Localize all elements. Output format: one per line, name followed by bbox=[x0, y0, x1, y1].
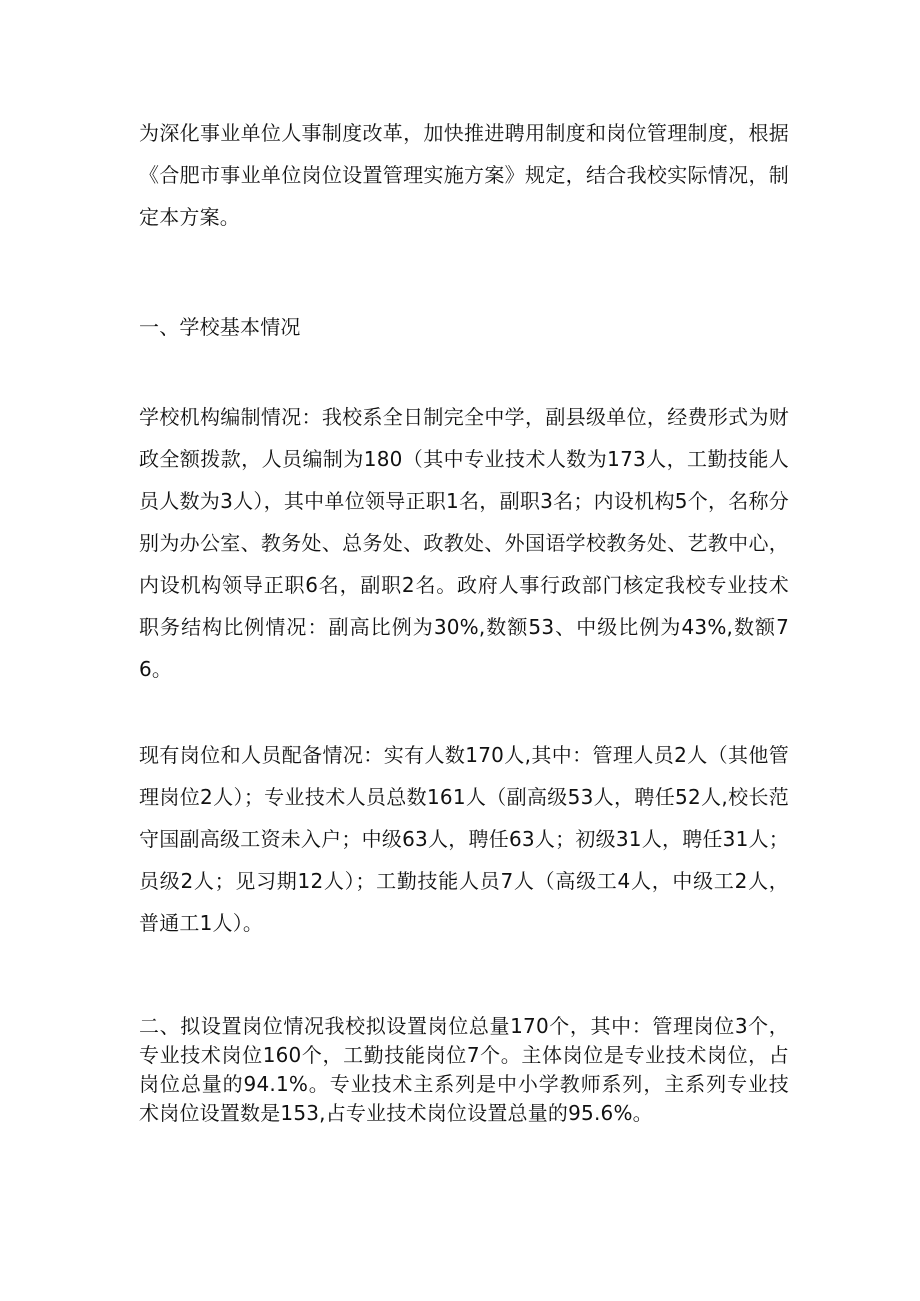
section-heading-1: 一、学校基本情况 bbox=[139, 315, 301, 339]
intro-paragraph: 为深化事业单位人事制度改革，加快推进聘用制度和岗位管理制度，根据《合肥市事业单位岗位设置管理实施方案》规定，结合我校实际情况，制定本方案。 bbox=[139, 121, 789, 229]
basic-info-paragraph: 学校机构编制情况：我校系全日制完全中学，副县级单位，经费形式为财政全额拨款，人员编制为180（其中专业技术人数为173人，工勤技能人员人数为3人），其中单位领导正职1名，副职3名；内设机构5个，名称分别为办公室、教务处、总务处、政教处、外国语学校教务处、艺教中心，内设机构领导正职6名，副职2名。政府人事行政部门核定我校专业技术职务结构比例情况：副高比例为30%,数额53、中级比例为43%,数额76。 bbox=[139, 405, 789, 681]
section-2-plan-paragraph: 二、拟设置岗位情况我校拟设置岗位总量170个，其中：管理岗位3个，专业技术岗位160个，工勤技能岗位7个。主体岗位是专业技术岗位，占岗位总量的94.1%。专业技术主系列是中小学教师系列，主系列专业技术岗位设置数是153,占专业技术岗位设置总量的95.6%。 bbox=[139, 1014, 789, 1125]
document-body bbox=[139, 112, 789, 1128]
staff-info-paragraph: 现有岗位和人员配备情况：实有人数170人,其中：管理人员2人（其他管理岗位2人）；专业技术人员总数161人（副高级53人，聘任52人,校长范守国副高级工资未入户；中级63人，聘任63人；初级31人，聘任31人；员级2人；见习期12人）；工勤技能人员7人（高级工4人，中级工2人，普通工1人）。 bbox=[139, 743, 789, 935]
